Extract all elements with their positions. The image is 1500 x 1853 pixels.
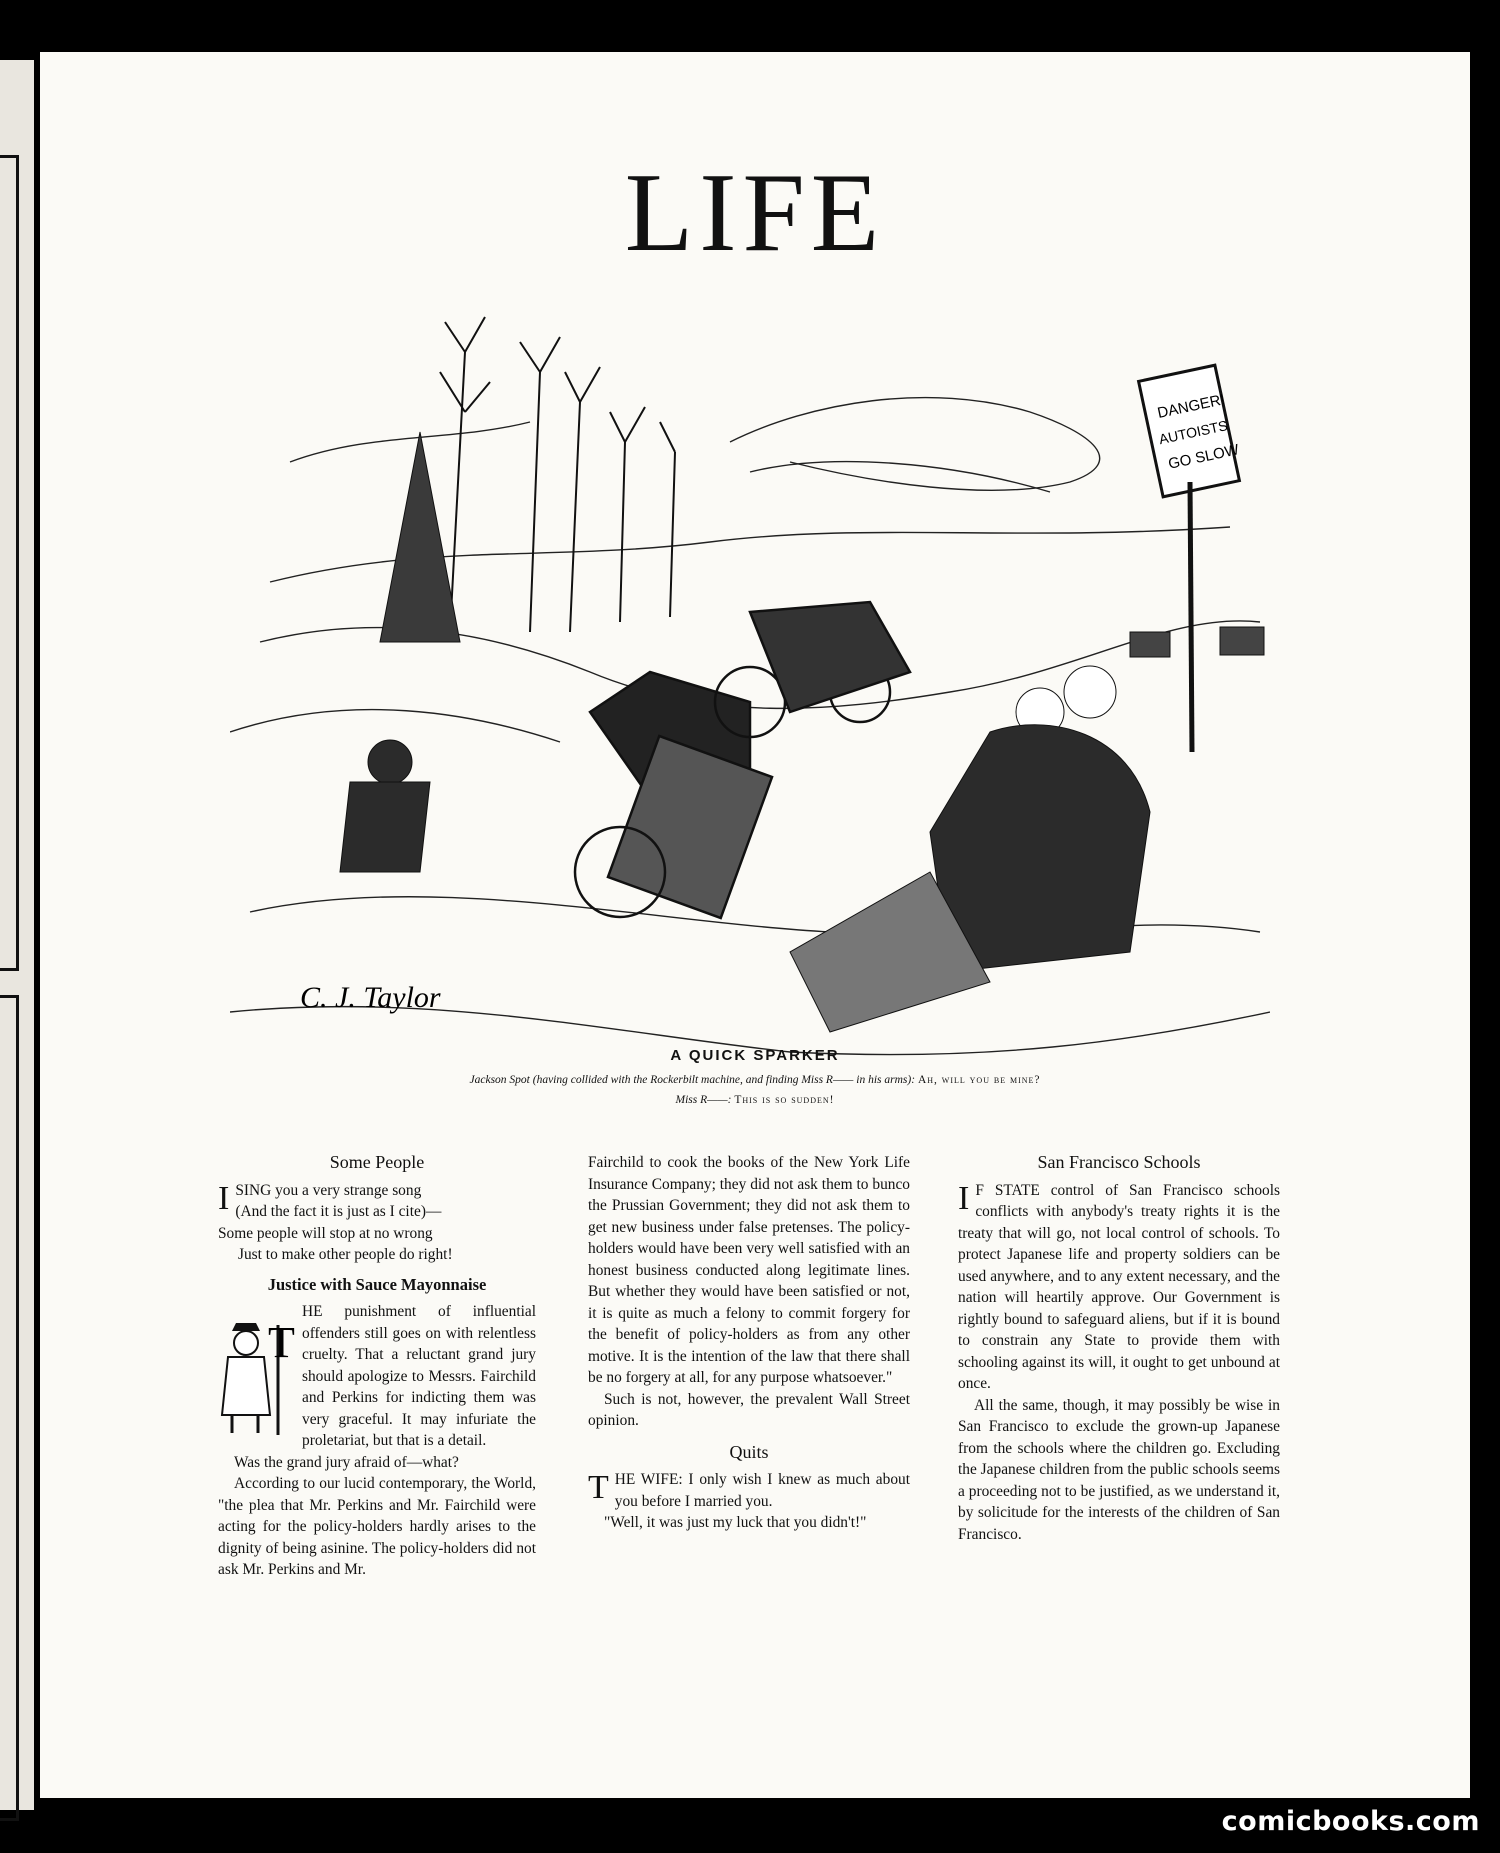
poem-line-2: (And the fact it is just as I cite)— xyxy=(235,1203,442,1220)
trees xyxy=(440,317,675,632)
justice-continued-paragraph: Fairchild to cook the books of the New York Life Insurance Company; they did not ask them to bunco the Prussian Government; they did not ask them to get new business under false pretenses. The policy-holders would have been very well satisfied with an honest business conducted along legitimate lines. But whether they would have been satisfied or not, it is quite as much a felony to commit forgery for the benefit of policy-holders as from any other motive. It is the intention of the law that there shall be no forgery at all, for any purpose whatsoever." xyxy=(588,1154,910,1386)
magazine-page xyxy=(40,52,1470,1798)
previous-page-edge xyxy=(0,60,34,1810)
caption-line-1-speech: Ah, will you be mine? xyxy=(917,1074,1041,1086)
quits-paragraph-1: HE WIFE: I only wish I knew as much about you before I married you. xyxy=(614,1471,910,1510)
justice-figure-illustration xyxy=(218,1305,296,1445)
sf-schools-paragraph-2: All the same, though, it may possibly be wise in San Francisco to exclude the grown-up Japanese from the schools where the children go. Excluding the Japanese children from the public schools seems a proceeding not to be justified, as we understand it, by solicitude for the interests of the children of San Francisco. xyxy=(958,1396,1280,1543)
justice-closing-paragraph: Such is not, however, the prevalent Wall Street opinion. xyxy=(588,1390,910,1429)
caption-line-1-italic: Jackson Spot (having collided with the Rockerbilt machine, and finding Miss R—— in his arms): xyxy=(469,1074,916,1086)
cartoon-caption-line-2 xyxy=(40,1094,1470,1106)
justice-paragraph-3: According to our lucid contemporary, the World, "the plea that Mr. Perkins and Mr. Fairchild were acting for the policy-holders hardly arises to the dignity of being asinine. The policy-holders did not ask Mr. Perkins and Mr. xyxy=(218,1475,536,1578)
justice-paragraph-2: Was the grand jury afraid of—what? xyxy=(234,1453,459,1471)
quits-heading: Quits xyxy=(729,1441,769,1462)
previous-page-border-top xyxy=(0,155,19,971)
poem-line-3: Some people will stop at no wrong xyxy=(218,1224,433,1242)
some-people-heading: Some People xyxy=(329,1152,425,1172)
justice-paragraph-1: HE punishment of influential offenders still goes on with relentless cruelty. That a reluctant grand jury should apologize to Messrs. Fairchild and Perkins for indicting them was very graceful. It may infuriate the proletariat, but that is a detail. xyxy=(302,1303,536,1449)
pine-tree xyxy=(380,432,460,642)
some-people-dropcap: I xyxy=(218,1179,230,1217)
cartoon-caption-line-1 xyxy=(40,1074,1470,1086)
column-3 xyxy=(958,1152,1280,1545)
sf-schools-heading: San Francisco Schools xyxy=(1037,1152,1201,1172)
watermark-logo: comicbooks.com xyxy=(1221,1806,1480,1837)
quits-paragraph-2: "Well, it was just my luck that you didn't!" xyxy=(604,1514,867,1531)
svg-text:GO SLOW: GO SLOW xyxy=(1166,441,1241,473)
chauffeur-figure xyxy=(340,740,430,872)
justice-dropcap: T xyxy=(268,1318,295,1367)
poem-line-1: SING you a very strange song xyxy=(235,1181,422,1199)
cartoon-caption-title: A QUICK SPARKER xyxy=(670,1047,840,1064)
artist-signature: C. J. Taylor xyxy=(300,981,441,1014)
justice-heading: Justice with Sauce Mayonnaise xyxy=(267,1274,487,1294)
couple-figures xyxy=(790,666,1150,1032)
cartoon-illustration xyxy=(230,312,1270,1072)
svg-text:AUTOISTS: AUTOISTS xyxy=(1157,417,1229,448)
previous-page-border-bottom xyxy=(0,995,19,1821)
quits-dropcap: T xyxy=(588,1469,609,1506)
warning-sign xyxy=(1139,365,1242,752)
caption-line-2-speech: This is so sudden! xyxy=(734,1094,835,1106)
column-2 xyxy=(588,1152,910,1534)
masthead-title: LIFE xyxy=(624,151,886,275)
column-1 xyxy=(218,1152,536,1581)
sf-schools-paragraph-1: F STATE control of San Francisco schools conflicts with anybody's treaty rights it is the treaty that will go, not local control of schools. To protect Japanese life and property soldiers can be used anywhere, and to any extent necessary, and the nation will heartily approve. Our Government is rightly bound to safeguard aliens, but if it is bound to constrain any State to provide them with schooling against its will, it ought to get unbound at once. xyxy=(958,1181,1280,1392)
caption-line-2-italic: Miss R——: xyxy=(675,1094,732,1106)
houses xyxy=(1130,627,1264,657)
sf-schools-dropcap: I xyxy=(958,1179,970,1217)
crashed-automobile xyxy=(575,602,910,918)
some-people-poem xyxy=(218,1180,536,1266)
poem-line-4: Just to make other people do right! xyxy=(238,1246,453,1263)
svg-text:DANGER!: DANGER! xyxy=(1155,391,1227,422)
